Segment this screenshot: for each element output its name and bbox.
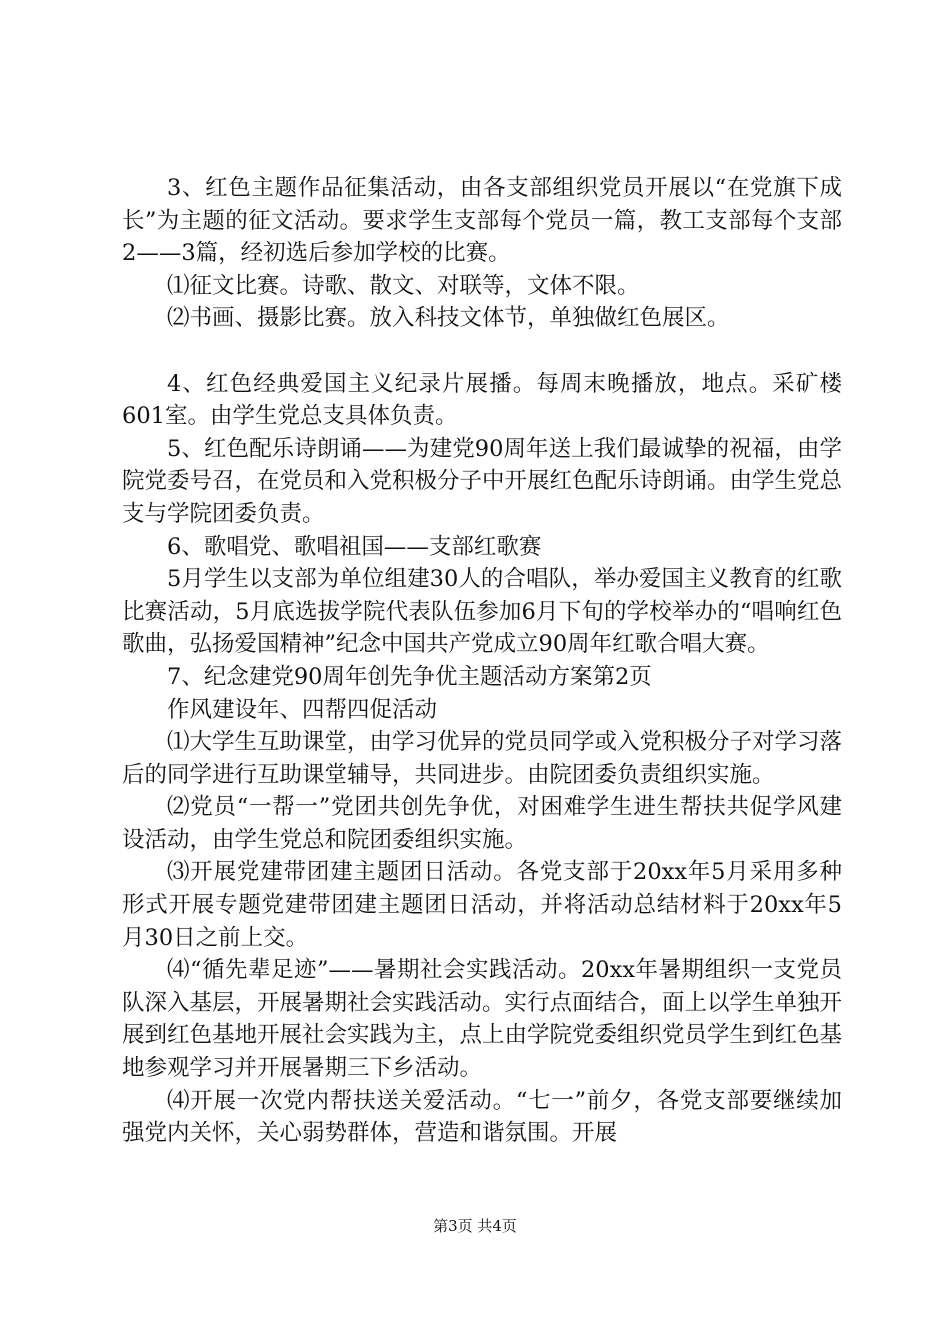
paragraph-essay-contest: ⑴征文比赛。诗歌、散文、对联等，文体不限。	[167, 272, 640, 299]
paragraph-painting-photo-contest: ⑵书画、摄影比赛。放入科技文体节，单独做红色展区。	[167, 305, 730, 332]
paragraph-care-activity: ⑷开展一次党内帮扶送关爱活动。“七一”前夕，各党支部要继续加强党内关怀，关心弱势群体，营造和谐氛围。开展	[122, 1087, 842, 1147]
paragraph-mutual-aid-classroom: ⑴大学生互助课堂，由学习优异的党员同学或入党积极分子对学习落后的同学进行互助课堂辅导，共同进步。由院团委负责组织实施。	[122, 729, 843, 788]
paragraph-item-4-documentary: 4、红色经典爱国主义纪录片展播。每周末晚播放，地点。采矿楼601室。由学生党总支具体负责。	[122, 370, 842, 430]
paragraph-league-day-activity: ⑶开展党建带团建主题团日活动。各党支部于20xx年5月采用多种形式开展专题党建带团建主题团日活动，并将活动总结材料于20xx年5月30日之前上交。	[122, 859, 842, 951]
paragraph-spacer	[122, 335, 842, 368]
paragraph-item-3-red-works: 3、红色主题作品征集活动，由各支部组织党员开展以“在党旗下成长”为主题的征文活动。要求学生支部每个党员一篇，教工支部每个支部2——3篇，经初选后参加学校的比赛。	[122, 175, 842, 267]
page-number-footer: 第3页 共4页	[433, 1217, 517, 1235]
paragraph-choir-details: 5月学生以支部为单位组建30人的合唱队，举办爱国主义教育的红歌比赛活动，5月底选拔学院代表队伍参加6月下旬的学校举办的“唱响红色歌曲，弘扬爱国精神”纪念中国共产党成立90周年红歌合唱大赛。	[122, 566, 842, 658]
document-body	[122, 172, 842, 1150]
paragraph-item-5-poetry-recital: 5、红色配乐诗朗诵——为建党90周年送上我们最诚挚的祝福，由学院党委号召，在党员和入党积极分子中开展红色配乐诗朗诵。由学生党总支与学院团委负责。	[122, 435, 843, 527]
paragraph-style-building-year: 作风建设年、四帮四促活动	[167, 696, 438, 723]
paragraph-summer-practice: ⑷“循先辈足迹”——暑期社会实践活动。20xx年暑期组织一支党员队深入基层，开展暑期社会实践活动。实行点面结合，面上以学生单独开展到红色基地开展社会实践为主，点上由学院党委组织党员学生到红色基地参观学习并开展暑期三下乡活动。	[122, 957, 843, 1082]
paragraph-one-helps-one: ⑵党员“一帮一”党团共创先争优，对困难学生进生帮扶共促学风建设活动，由学生党总和院团委组织实施。	[122, 794, 842, 853]
paragraph-item-6-red-song-contest: 6、歌唱党、歌唱祖国——支部红歌赛	[167, 533, 542, 560]
paragraph-item-7-heading: 7、纪念建党90周年创先争优主题活动方案第2页	[167, 663, 652, 690]
